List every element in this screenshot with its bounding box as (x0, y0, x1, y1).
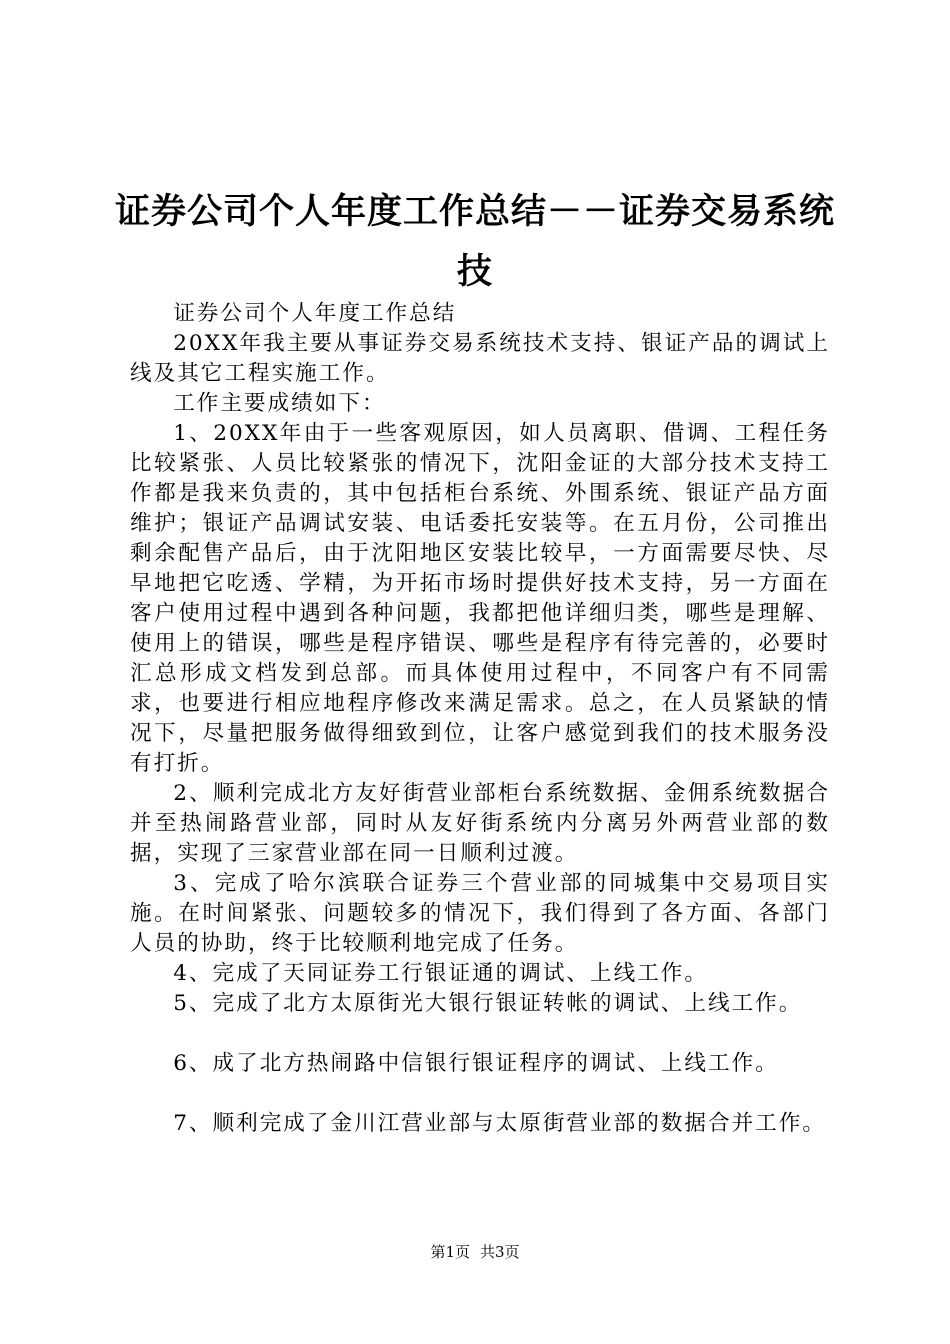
page-number: 第1页 (430, 1243, 470, 1261)
paragraph-achievements-heading: 工作主要成绩如下： (173, 391, 386, 416)
page-total: 共3页 (480, 1243, 520, 1261)
page-footer (0, 1241, 950, 1262)
paragraph-item-1: 1、20XX年由于一些客观原因，如人员离职、借调、工程任务比较紧张、人员比较紧张的情况下，沈阳金证的大部分技术支持工作都是我来负责的，其中包括柜台系统、外围系统、银证产品方面维护；银证产品调试安装、电话委托安装等。在五月份，公司推出剩余配售产品后，由于沈阳地区安装比较早，一方面需要尽快、尽早地把它吃透、学精，为开拓市场时提供好技术支持，另一方面在客户使用过程中遇到各种问题，我都把他详细归类，哪些是理解、使用上的错误，哪些是程序错误、哪些是程序有待完善的，必要时汇总形成文档发到总部。而具体使用过程中，不同客户有不同需求，也要进行相应地程序修改来满足需求。总之，在人员紧缺的情况下，尽量把服务做得细致到位，让客户感觉到我们的技术服务没有打折。 (130, 421, 830, 776)
paragraph-item-5: 5、完成了北方太原街光大银行银证转帐的调试、上线工作。 (173, 991, 803, 1016)
paragraph-item-2: 2、顺利完成北方友好街营业部柜台系统数据、金佣系统数据合并至热闹路营业部，同时从友好街系统内分离另外两营业部的数据，实现了三家营业部在同一日顺利过渡。 (130, 781, 830, 866)
paragraph-item-4: 4、完成了天同证券工行银证通的调试、上线工作。 (173, 961, 708, 986)
paragraph-item-6: 6、成了北方热闹路中信银行银证程序的调试、上线工作。 (173, 1051, 779, 1076)
document-title: 证券公司个人年度工作总结－－证券交易系统技 (114, 192, 835, 292)
document-body (130, 299, 830, 1139)
paragraph-item-3: 3、完成了哈尔滨联合证券三个营业部的同城集中交易项目实施。在时间紧张、问题较多的情况下，我们得到了各方面、各部门人员的协助，终于比较顺利地完成了任务。 (130, 871, 830, 956)
paragraph-heading: 证券公司个人年度工作总结 (173, 301, 457, 326)
paragraph-intro: 20XX年我主要从事证券交易系统技术支持、银证产品的调试上线及其它工程实施工作。 (130, 331, 830, 386)
paragraph-item-7: 7、顺利完成了金川江营业部与太原街营业部的数据合并工作。 (173, 1111, 826, 1136)
